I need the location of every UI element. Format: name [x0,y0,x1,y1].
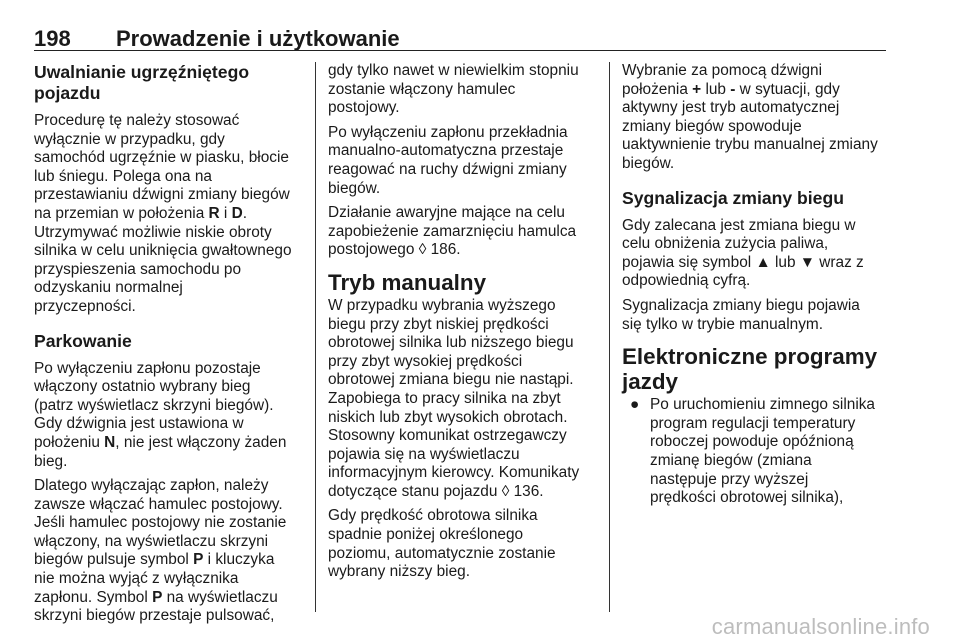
text-line: nie można wyjąć z wyłącznika [34,570,239,588]
text-line: zapobieżenie zamarznięciu hamulca [328,222,577,240]
text-line: silnika w celu uniknięcia gwałtownego [34,242,292,260]
text-line: postojowy. [328,99,400,117]
text-line: i kluczyka [203,551,275,569]
text-line: wraz z [815,253,864,271]
text-line: przyspieszenia samochodu po [34,260,242,278]
arrow-down-icon: ▼ [799,253,816,271]
paragraph [328,507,596,581]
text-line: przyczepności. [34,297,136,315]
text-line: pojawia się na wyświetlaczu [328,445,520,463]
text-line: zostanie włączony hamulec [328,80,516,98]
section-heading-sygnalizacja: Sygnalizacja zmiany biegu [622,187,844,208]
text-line: odzyskaniu normalnej [34,279,183,297]
list-item [622,396,888,508]
text-line: Po uruchomieniu zimnego silnika [650,396,875,414]
text-line: Działanie awaryjne mające na celu [328,204,565,222]
column-1 [34,62,302,632]
minus-symbol: - [730,80,736,98]
text-line: dotyczące stanu pojazdu [328,482,502,500]
text-line: Gdy prędkość obrotowa silnika [328,507,538,525]
text-line: manualno-automatyczna przestaje [328,142,564,160]
paragraph [622,62,888,174]
text-line: uaktywnienie trybu manualnej zmiany [622,136,878,154]
text-line: obrotowej silnika lub niższego biegu [328,334,574,352]
text-line: prędkości obrotowej silnika), [650,489,844,507]
text-line: celu obniżenia zużycia paliwa, [622,235,829,253]
gear-p-label: P [152,588,163,606]
text-line: gdy tylko nawet w niewielkim stopniu [328,62,579,79]
text-line: zmiany biegów spowoduje [622,117,802,135]
section-heading-uwalnianie [34,62,302,104]
column-3 [622,62,888,508]
text-line: informacyjnym kierowcy. Komunikaty [328,464,580,482]
gear-r-label: R [208,204,220,222]
text-line: Sygnalizacja zmiany biegu pojawia [622,296,860,314]
text-line: na wyświetlaczu [162,588,278,606]
page-header [34,24,886,54]
paragraph [328,62,596,118]
text-line: jazdy [622,369,678,395]
text-line: samochód ugrzęźnie w piasku, błocie [34,149,289,167]
column-divider [315,62,316,612]
text-line: i [219,204,232,222]
text-line: (patrz wyświetlacz skrzyni biegów). [34,396,274,414]
gear-p-label: P [193,551,204,569]
column-divider [609,62,610,612]
text-line: lub śniegu. Polega ona na [34,167,212,185]
paragraph [34,360,302,472]
text-line: następuje przy wyższej [650,470,809,488]
text-line: Jeśli hamulec postojowy nie zostanie [34,514,287,532]
text-line: pojawia się symbol [622,253,756,271]
text-line: roboczej powoduje opóźnioną [650,433,854,451]
text-line: Gdy zalecana jest zmiana biegu w [622,216,856,234]
page-reference-link[interactable]: ◊ 186. [418,241,461,259]
page-number: 198 [34,26,71,51]
watermark: carmanualsonline.info [711,614,930,639]
text-line: Utrzymywać możliwie niskie obroty [34,223,272,241]
bullet-icon: ● [630,396,640,414]
section-heading-elektroniczne-programy [622,344,888,394]
text-line: wybrany niższy bieg. [328,563,470,581]
text-line: Elektroniczne programy [622,344,878,370]
text-line: biegu przy zbyt niskiej prędkości [328,315,549,333]
text-line: Zapobiega to pracy silnika na zbyt [328,389,561,407]
text-line: reagować na ruchy dźwigni zmiany [328,160,567,178]
text-line: się tylko w trybie manualnym. [622,315,824,333]
paragraph [622,297,888,334]
text-line: odpowiednią cyfrą. [622,272,751,290]
text-line: zmianę biegów (zmiana [650,451,812,469]
text-line: Po wyłączeniu zapłonu pozostaje [34,359,261,377]
text-line: niskich lub zbyt wysokich obrotach. [328,408,568,426]
text-line: Wybranie za pomocą dźwigni [622,62,823,79]
text-line: Stosowny komunikat ostrzegawczy [328,427,567,445]
section-heading-parkowanie: Parkowanie [34,330,132,351]
plus-symbol: + [692,80,702,98]
text-line: zawsze włączać hamulec postojowy. [34,495,283,513]
text-line: lub [770,253,800,271]
page-reference-link[interactable]: ◊ 136. [501,482,544,500]
section-heading-tryb-manualny: Tryb manualny [328,269,487,295]
chapter-title: Prowadzenie i użytkowanie [116,26,400,51]
paragraph [622,217,888,291]
text-line: bieg. [34,452,68,470]
text-line: Uwalnianie ugrzęźniętego [34,62,250,82]
paragraph [34,112,302,317]
text-line: przestawianiu dźwigni zmiany biegów [34,186,290,204]
text-line: zapłonu. Symbol [34,588,153,606]
text-line: włączony ostatnio wybrany bieg [34,378,251,396]
text-line: biegów. [328,179,381,197]
text-line: Gdy dźwignia jest ustawiona w [34,415,244,433]
text-line: pojazdu [34,83,101,103]
text-line: położenia [622,80,693,98]
text-line: program regulacji temperatury [650,414,856,432]
text-line: Po wyłączeniu zapłonu przekładnia [328,123,568,141]
paragraph [328,297,596,502]
text-line: aktywny jest tryb automatycznej [622,99,840,117]
text-line: Procedurę tę należy stosować [34,112,240,129]
text-line: wyłącznie w przypadku, gdy [34,130,225,148]
arrow-up-icon: ▲ [755,253,771,271]
text-line: położeniu [34,433,105,451]
text-line: przy zbyt wysokiej prędkości [328,352,523,370]
text-line: Dlatego wyłączając zapłon, należy [34,477,269,495]
text-line: biegów. [622,154,675,172]
text-line: biegów pulsuje symbol [34,551,194,569]
text-line: . [242,204,248,222]
text-line: obrotowej zmiana biegu nie nastąpi. [328,371,574,389]
paragraph [328,124,596,198]
gear-n-label: N [104,433,116,451]
text-line: postojowego [328,241,419,259]
gear-d-label: D [231,204,243,222]
paragraph [34,477,302,626]
paragraph [328,204,596,260]
header-rule [34,50,886,51]
text-line: na przemian w położenia [34,204,209,222]
text-line: poziomu, automatycznie zostanie [328,544,556,562]
column-2 [328,62,596,588]
text-line: , nie jest włączony żaden [115,433,287,451]
text-line: włączony, na wyświetlaczu skrzyni [34,532,269,550]
text-line: skrzyni biegów przestaje pulsować, [34,607,275,625]
text-line: lub [701,80,731,98]
text-line: w sytuacji, gdy [735,80,840,98]
text-line: W przypadku wybrania wyższego [328,296,556,314]
text-line: spadnie poniżej określonego [328,526,524,544]
